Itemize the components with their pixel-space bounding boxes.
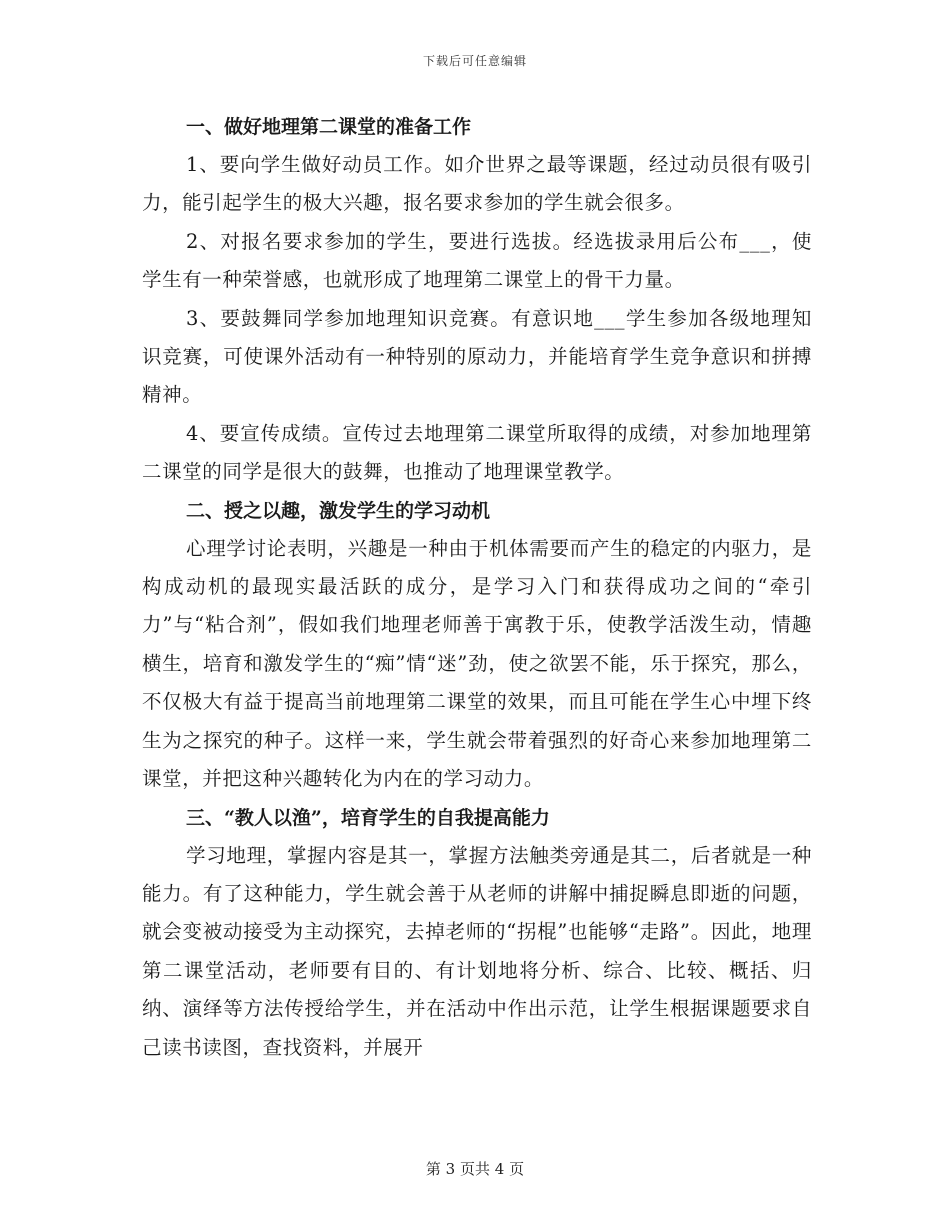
document-body — [142, 108, 812, 1067]
page-footer: 第 3 页共 4 页 — [425, 1160, 525, 1178]
paragraph: 2、对报名要求参加的学生，要进行选拔。经选拔录用后公布___，使学生有一种荣誉感，也就形成了地理第二课堂上的骨干力量。 — [142, 229, 812, 292]
page-header: 下载后可任意编辑 — [422, 54, 527, 68]
paragraph: 4、要宣传成绩。宣传过去地理第二课堂所取得的成绩，对参加地理第二课堂的同学是很大的鼓舞，也推动了地理课堂教学。 — [142, 421, 812, 484]
section-heading: 一、做好地理第二课堂的准备工作 — [186, 116, 472, 138]
section-3 — [142, 799, 812, 1067]
paragraph: 1、要向学生做好动员工作。如介世界之最等课题，经过动员很有吸引力，能引起学生的极大兴趣，报名要求参加的学生就会很多。 — [142, 153, 812, 215]
paragraph: 学习地理，掌握内容是其一，掌握方法触类旁通是其二，后者就是一种能力。有了这种能力，学生就会善于从老师的讲解中捕捉瞬息即逝的问题，就会变被动接受为主动探究，去掉老师的“拐棍”也能够“走路”。因此，地理第二课堂活动，老师要有目的、有计划地将分析、综合、比较、概括、归纳、演绎等方法传授给学生，并在活动中作出示范，让学生根据课题要求自己读书读图，查找资料，并展开 — [142, 843, 812, 1059]
section-heading: 二、授之以趣，激发学生的学习动机 — [186, 499, 491, 522]
section-heading: 三、“教人以渔”，培育学生的自我提高能力 — [186, 806, 550, 829]
section-1 — [142, 108, 812, 492]
paragraph: 心理学讨论表明，兴趣是一种由于机体需要而产生的稳定的内驱力，是构成动机的最现实最活跃的成分，是学习入门和获得成功之间的“牵引力”与“粘合剂”，假如我们地理老师善于寓教于乐，使教学活泼生动，情趣横生，培育和激发学生的“痴”情“迷”劲，使之欲罢不能，乐于探究，那么，不仅极大有益于提高当前地理第二课堂的效果，而且可能在学生心中埋下终生为之探究的种子。这样一来，学生就会带着强烈的好奇心来参加地理第二课堂，并把这种兴趣转化为内在的学习动力。 — [142, 536, 812, 791]
section-2 — [142, 492, 812, 799]
paragraph: 3、要鼓舞同学参加地理知识竞赛。有意识地___学生参加各级地理知识竞赛，可使课外活动有一种特别的原动力，并能培育学生竞争意识和拼搏精神。 — [142, 306, 812, 407]
